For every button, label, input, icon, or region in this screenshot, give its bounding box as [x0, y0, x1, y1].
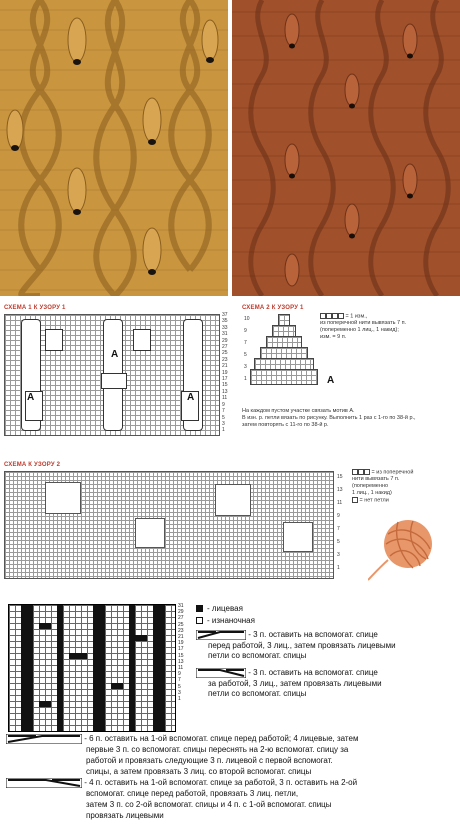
- chart2-motif-label: А: [327, 375, 335, 386]
- knit-stitch-column: [57, 605, 63, 731]
- cable-cross-mark: [135, 635, 147, 641]
- legend-cable-back: - 3 п. оставить на вспомогат. спице: [196, 668, 378, 678]
- legend-cable-back-desc: за работой, 3 лиц., затем провязать лицевыми петли со вспомогат. спицы: [208, 679, 382, 698]
- bottom-chart-grid: [8, 604, 176, 732]
- cable-knit-texture-rust: [232, 0, 460, 296]
- chart3-motif-block: [283, 522, 313, 552]
- chart2-pyramid-row: [250, 369, 318, 385]
- legend-purl: - изнаночная: [196, 616, 255, 626]
- knit-stitch-column: [129, 605, 135, 731]
- legend-cable-front: - 3 п. оставить на вспомогат. спице: [196, 630, 378, 640]
- chart2-row-numbers: 10 9 7 5 3 1: [244, 316, 250, 382]
- cable-left-cross-icon: [196, 630, 246, 640]
- knit-sample-photo-rust: [232, 0, 460, 296]
- chart3-grid: [4, 471, 334, 579]
- yarn-ball-icon: [368, 514, 436, 582]
- chart1-motif-label: А: [111, 349, 119, 360]
- increase-cell-icon: [338, 313, 344, 319]
- legend-knit: - лицевая: [196, 604, 243, 614]
- legend-cable-wide-back: - 4 п. оставить на 1-ой вспомогат. спице за работой, 3 п. оставить на 2-ой вспомогат. спице перед работой, провязать 3 лиц. петли, затем 3 п. со 2-ой вспомогат. спицы и 4 п. с 1-ой вспомогат. спицы провязать лицевыми: [6, 777, 357, 821]
- chart2-title: СХЕМА 2 К УЗОРУ 1: [242, 305, 304, 311]
- chart1-motif-label: А: [27, 392, 35, 403]
- chart1-motif-block: [133, 329, 151, 351]
- increase-cell-icon: [364, 469, 370, 475]
- cable-wide-right-cross-icon: [6, 778, 82, 788]
- chart3-motif-block: [45, 482, 81, 514]
- knit-sample-photo-yellow: [0, 0, 228, 296]
- knit-stitch-column: [21, 605, 33, 731]
- chart3-motif-block: [215, 484, 251, 516]
- chart3-row-numbers: 15 13 11 9 7 5 3 1: [337, 474, 343, 571]
- cable-cross-mark: [111, 683, 123, 689]
- no-stitch-cell-icon: [352, 497, 358, 503]
- cable-cross-mark: [69, 653, 87, 659]
- knit-stitch-column: [153, 605, 165, 731]
- cable-cross-mark: [39, 701, 51, 707]
- chart1-grid: [4, 314, 220, 436]
- cable-wide-left-cross-icon: [6, 734, 82, 744]
- purl-stitch-icon: [196, 617, 203, 624]
- cable-cross-mark: [39, 623, 51, 629]
- bottom-chart-row-numbers: 31 29 27 25 23 21 19 17 15 13 11 9 7 5 3 1: [178, 603, 184, 703]
- chart1-motif-block: [101, 373, 127, 389]
- chart1-title: СХЕМА 1 К УЗОРУ 1: [4, 305, 66, 311]
- chart3-title: СХЕМА К УЗОРУ 2: [4, 462, 61, 468]
- cable-right-cross-icon: [196, 668, 246, 678]
- chart2-legend: = 1 изм., из поперечной нити вывязать 7 п. (попеременно 1 лиц., 1 накид); изм. = 9 п.: [320, 313, 407, 341]
- legend-cable-front-desc: перед работой, 3 лиц., затем провязать лицевыми петли со вспомогат. спицы: [208, 641, 396, 660]
- chart3-legend: = из поперечной нити вывязать 7 п. (попеременно 1 лиц., 1 накид) = нет петли: [352, 469, 414, 504]
- chart1-motif-block: [45, 329, 63, 351]
- cable-knit-texture-yellow: [0, 0, 228, 296]
- knit-stitch-icon: [196, 605, 203, 612]
- chart1-row-numbers: 37 35 33 31 29 27 25 23 21 19 17 15 13 11 9 7 5 3 1: [222, 312, 228, 434]
- knit-stitch-column: [93, 605, 105, 731]
- chart3-motif-block: [135, 518, 165, 548]
- legend-cable-wide-front: - 6 п. оставить на 1-ой вспомогат. спице перед работой; 4 лицевые, затем первые 3 п. со вспомогат. спицы переснять на 2-ю вспомогат. спицу за работой и провязать следующие 3 п. лицевой с первой вспомогат. спицы, а затем провязать 3 лиц. со второй вспомогат. спицы: [6, 733, 358, 777]
- chart1-motif-label: А: [187, 392, 195, 403]
- chart2-note: На каждом пустом участке связать мотив А. В изн. р. петли вязать по рисунку. Выполнить 1 раз с 1-го по 38-й р., затем повторять с 11-го по 38-й р.: [242, 408, 416, 428]
